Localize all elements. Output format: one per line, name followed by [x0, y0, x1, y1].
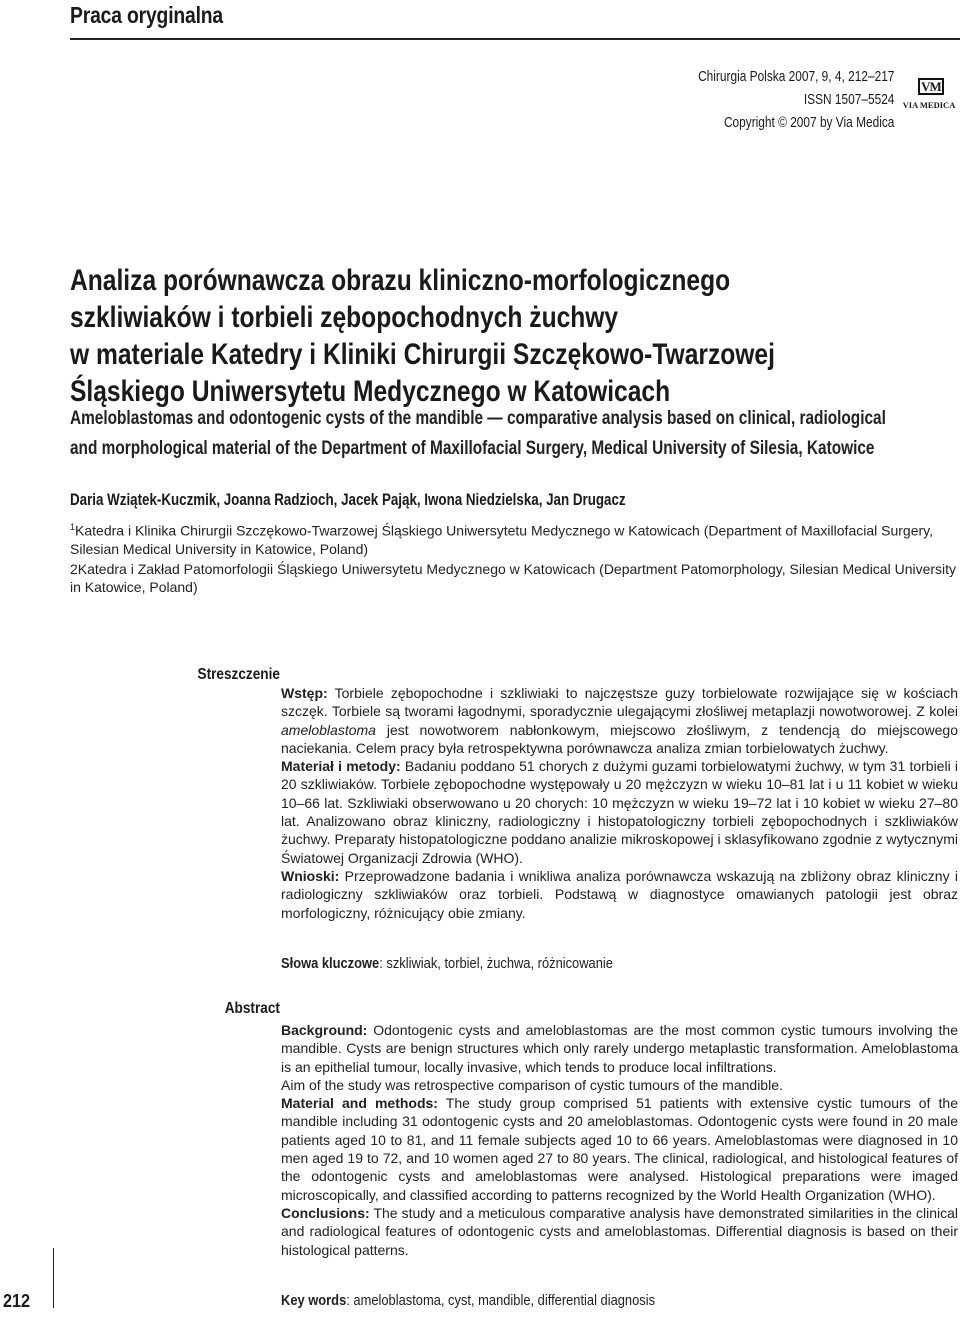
affiliations	[70, 518, 960, 598]
wstep-text-cont: jest nowotworem nabłonkowym, miejscowo złośliwym, z tendencją do miejscowego naciekania. Celem pracy była retrospektywna porównawcza analiza zmian torbielowatych żuchwy.	[281, 721, 958, 756]
journal-citation-line: Chirurgia Polska 2007, 9, 4, 212–217	[697, 69, 894, 85]
metody-paragraph	[281, 757, 958, 867]
methods-paragraph	[281, 1094, 958, 1204]
page-number-rule	[53, 1248, 54, 1308]
title-line: szkliwiaków i torbieli zębopochodnych żuchwy	[70, 301, 619, 334]
keywords-english	[281, 1292, 655, 1309]
metody-text: Badaniu poddano 51 chorych z dużymi guzami torbielowatymi żuchwy, w tym 31 torbieli i 20 szkliwiaków. Torbiele zębopochodne występowały u 20 mężczyzn w wieku 10–81 lat i u 11 kobiet w wieku 10–66 lat. Szkliwiaki obserwowano u 20 chorych: 10 mężczyzn w wieku 19–72 lat i 10 kobiet w wieku 27–80 lat. Analizowano obraz kliniczny, radiologiczny i histopatologiczny torbieli zębopochodnych i szkliwiaków żuchwy. Preparaty histopatologiczne poddano analizie mikroskopowej i sklasyfikowano zgodnie z wytycznymi Światowej Organizacji Zdrowia (WHO).	[281, 758, 958, 866]
wstep-paragraph	[281, 684, 958, 757]
title-en-line: Ameloblastomas and odontogenic cysts of the mandible — comparative analysis based on clinical, radiological	[70, 408, 886, 429]
keywords-label-en: Key words	[281, 1292, 347, 1309]
conclusions-text: The study and a meticulous comparative analysis have demonstrated similarities in the clinical and radiological features of odontogenic cysts and ameloblastomas. Differential diagnosis is based on their histological patterns.	[281, 1204, 958, 1258]
title-line: Analiza porównawcza obrazu kliniczno-morfologicznego	[70, 264, 731, 297]
article-title-english	[70, 404, 886, 464]
author-list: Daria Wziątek-Kuczmik, Joanna Radzioch, Jacek Pająk, Iwona Niedzielska, Jan Drugacz	[70, 491, 626, 509]
affiliation-text: Katedra i Zakład Patomorfologii Śląskiego Uniwersytetu Medycznego w Katowicach (Department Patomorphology, Silesian Medical University in Katowice, Poland)	[70, 560, 957, 595]
keywords-text: : szkliwiak, torbiel, żuchwa, różnicowanie	[379, 955, 613, 972]
via-medica-logo	[898, 78, 960, 114]
keywords-polish	[281, 955, 613, 972]
methods-text: The study group comprised 51 patients with extensive cystic tumours of the mandible including 31 odontogenic cysts and 20 ameloblastomas. Odontogenic cysts were found in 20 male patients aged 10 to 81, and 11 female subjects aged 10 to 66 years. Ameloblastomas were diagnosed in 10 men aged 19 to 72, and 10 women aged 27 to 80 years. The clinical, radiological, and histological features of the odontogenic cysts and ameloblastomas were analysed. Histological preparations were imaged microscopically, and classified according to patterns recognized by the World Health Organization (WHO).	[281, 1095, 958, 1203]
background-paragraph	[281, 1021, 958, 1076]
article-title	[70, 262, 792, 410]
logo-mark: VM	[918, 78, 944, 95]
journal-copyright-line: Copyright © 2007 by Via Medica	[723, 115, 894, 131]
streszczenie-heading: Streszczenie	[197, 666, 280, 683]
wstep-text: Torbiele zębopochodne i szkliwiaki to najczęstsze guzy torbielowate rozwijające się w kościach szczęk. Torbiele są tworami łagodnymi, sporadycznie ulegającymi złośliwej metaplazji nowotworowej. Z kolei	[281, 685, 958, 720]
streszczenie-body	[281, 684, 958, 922]
section-label: Praca oryginalna	[70, 2, 224, 28]
aim-paragraph: Aim of the study was retrospective comparison of cystic tumours of the mandible.	[281, 1076, 783, 1093]
journal-citation	[698, 66, 894, 135]
keywords-label: Słowa kluczowe	[281, 955, 380, 972]
wstep-label: Wstęp:	[281, 685, 328, 701]
wnioski-text: Przeprowadzone badania i wnikliwa analiza porównawcza wskazują na zbliżony obraz kliniczny i radiologiczny szkliwiaków oraz torbieli. Podstawą w diagnostyce omawianych patologii jest obraz morfologiczny, różnicujący obie zmiany.	[281, 867, 959, 921]
title-en-line: and morphological material of the Department of Maxillofacial Surgery, Medical University of Silesia, Katowice	[70, 438, 875, 459]
wnioski-label: Wnioski:	[281, 867, 340, 884]
affiliation-2	[70, 560, 960, 596]
background-text: Odontogenic cysts and ameloblastomas are the most common cystic tumours involving the mandible. Cysts are benign structures which only rarely undergo metaplastic transformation. Ameloblastoma is an epithelial tumour, locally invasive, which tends to produce local infiltrations.	[281, 1022, 958, 1075]
wnioski-paragraph	[281, 867, 958, 922]
logo-text: VIA MEDICA	[902, 100, 956, 110]
affiliation-marker: 2	[70, 560, 78, 577]
methods-label: Material and methods:	[281, 1095, 438, 1112]
abstract-body	[281, 1021, 958, 1259]
affiliation-marker: 1	[70, 522, 76, 532]
conclusions-label: Conclusions:	[281, 1204, 370, 1221]
affiliation-1	[70, 518, 960, 558]
keywords-text-en: : ameloblastoma, cyst, mandible, differential diagnosis	[346, 1292, 656, 1309]
journal-issn-line: ISSN 1507–5524	[803, 92, 894, 108]
title-line: Śląskiego Uniwersytetu Medycznego w Katowicach	[70, 375, 671, 408]
wstep-italic-term: ameloblastoma	[281, 721, 376, 738]
title-line: w materiale Katedry i Kliniki Chirurgii Szczękowo-Twarzowej	[70, 338, 775, 371]
metody-label: Materiał i metody:	[281, 758, 401, 775]
page-number: 212	[3, 1291, 31, 1311]
conclusions-paragraph	[281, 1204, 958, 1259]
background-label: Background:	[281, 1022, 368, 1038]
abstract-heading: Abstract	[224, 1000, 280, 1017]
header-rule	[70, 38, 960, 40]
affiliation-text: Katedra i Klinika Chirurgii Szczękowo-Twarzowej Śląskiego Uniwersytetu Medycznego w Katowicach (Department of Maxillofacial Surgery, Silesian Medical University in Katowice, Poland)	[70, 522, 933, 557]
